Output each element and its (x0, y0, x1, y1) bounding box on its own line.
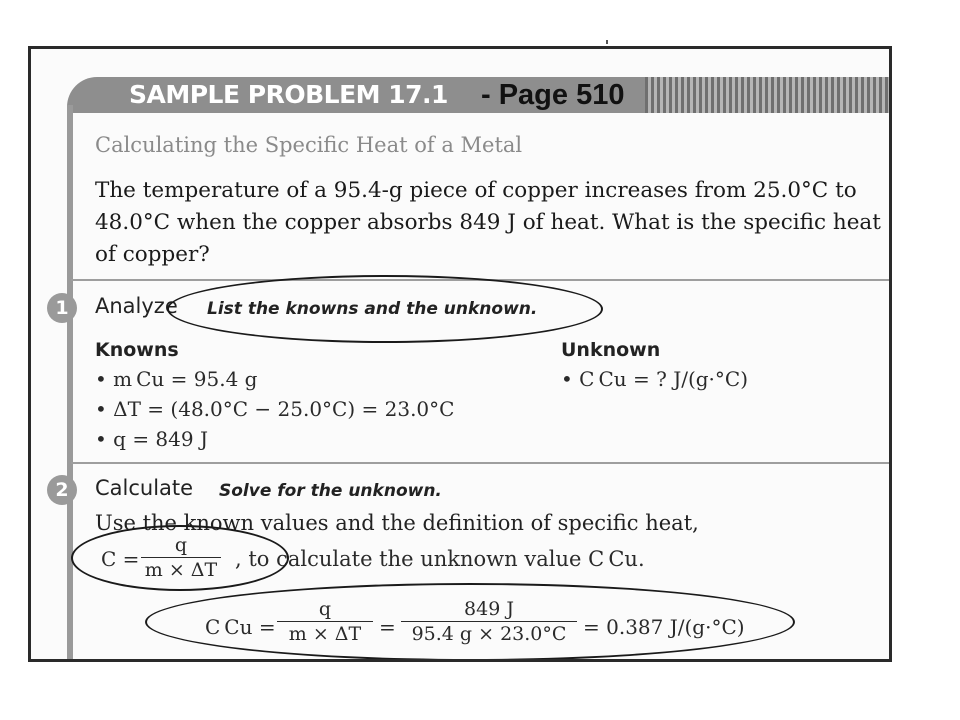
step-2-title: Calculate (95, 476, 194, 500)
problem-subtitle: Calculating the Specific Heat of a Metal (95, 133, 523, 157)
definition-denominator: m × ΔT (144, 559, 218, 581)
definition-lhs: C = (101, 547, 140, 571)
problem-line: The temperature of a 95.4-g piece of copper increases from 25.0°C to (95, 178, 857, 203)
calc-numerator-2: 849 J (464, 598, 514, 620)
calc-denominator-1: m × ΔT (288, 623, 362, 645)
calc-numerator-1: q (318, 598, 332, 620)
problem-line: of copper? (95, 242, 210, 267)
header-page-number: - Page 510 (481, 79, 625, 111)
problem-statement (95, 175, 892, 271)
step-2-badge: 2 (47, 475, 77, 505)
knowns-header: Knowns (95, 339, 179, 361)
calc-result: = 0.387 J/(g·°C) (583, 615, 745, 639)
unknown-specific-heat: • C Cu = ? J/(g·°C) (561, 367, 749, 391)
calc-equals: = (379, 615, 396, 639)
sample-problem-scan (28, 46, 892, 662)
known-heat: • q = 849 J (95, 427, 208, 451)
header-stripes (645, 77, 892, 113)
step-1-hint: List the knowns and the unknown. (207, 299, 538, 319)
hand-drawn-ellipse (167, 275, 603, 343)
step-2-hint: Solve for the unknown. (219, 481, 442, 501)
definition-tail: , to calculate the unknown value C Cu. (235, 547, 645, 571)
hand-drawn-ellipse (145, 583, 795, 661)
known-delta-t: • ΔT = (48.0°C − 25.0°C) = 23.0°C (95, 397, 455, 421)
unknown-header: Unknown (561, 339, 661, 361)
step-2-text: Use the known values and the definition of specific heat, (95, 511, 699, 535)
left-bar (67, 105, 73, 662)
problem-line: 48.0°C when the copper absorbs 849 J of heat. What is the specific heat (95, 210, 881, 235)
step-1-badge: 1 (47, 293, 77, 323)
calc-lhs: C Cu = (205, 615, 276, 639)
step-1-title: Analyze (95, 294, 178, 318)
definition-numerator: q (174, 534, 188, 556)
header-title: SAMPLE PROBLEM 17.1 (129, 80, 448, 109)
calc-denominator-2: 95.4 g × 23.0°C (411, 623, 567, 645)
hand-drawn-ellipse (71, 525, 289, 591)
known-mass: • m Cu = 95.4 g (95, 367, 258, 391)
header-band (67, 77, 892, 113)
divider (71, 462, 892, 464)
scan-speck (606, 40, 608, 44)
